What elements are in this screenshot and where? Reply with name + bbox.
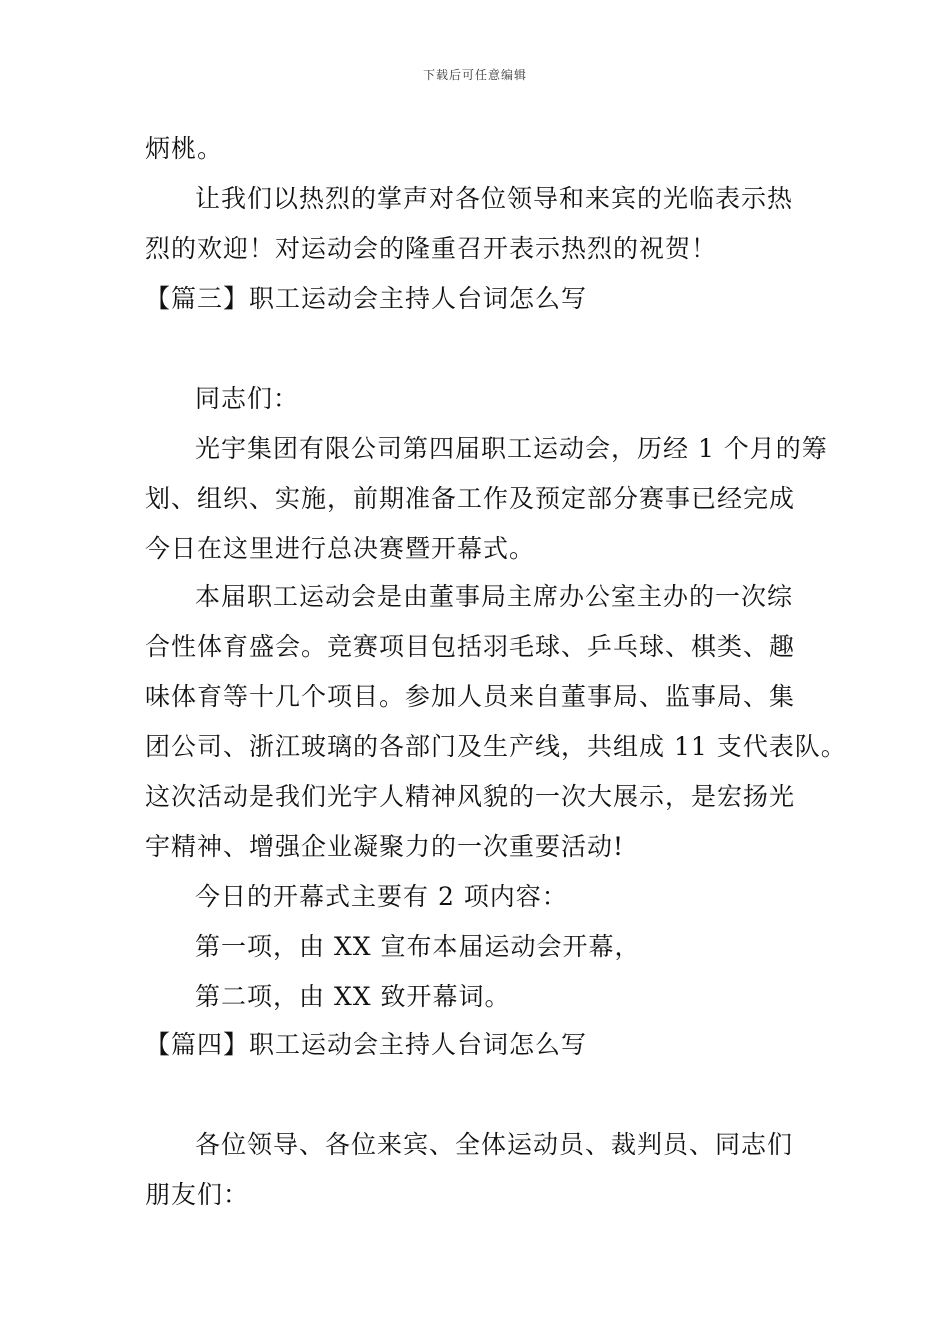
paragraph-line: 朋友们： [145,1180,250,1209]
paragraph-line: 炳桃。 [145,134,224,163]
paragraph-line: 划、组织、实施，前期准备工作及预定部分赛事已经完成 [145,484,796,513]
paragraph-line: 烈的欢迎！对运动会的隆重召开表示热烈的祝贺！ [145,234,718,263]
paragraph-line: 今日在这里进行总决赛暨开幕式。 [145,534,536,563]
paragraph-line: 团公司、浙江玻璃的各部门及生产线，共组成 11 支代表队。 [145,732,847,761]
paragraph-line: 本届职工运动会是由董事局主席办公室主办的一次综 [195,582,794,611]
paragraph-line: 各位领导、各位来宾、全体运动员、裁判员、同志们 [195,1130,794,1159]
paragraph-line: 光宇集团有限公司第四届职工运动会，历经 1 个月的筹 [195,434,828,463]
salutation: 同志们： [195,384,300,413]
paragraph-line: 这次活动是我们光宇人精神风貌的一次大展示，是宏扬光 [145,782,796,811]
paragraph-line: 宇精神、增强企业凝聚力的一次重要活动! [145,832,625,861]
paragraph-line: 让我们以热烈的掌声对各位领导和来宾的光临表示热 [195,184,794,213]
list-item: 第二项，由 XX 致开幕词。 [195,982,511,1011]
list-item: 第一项，由 XX 宣布本届运动会开幕， [195,932,641,961]
paragraph-line: 合性体育盛会。竞赛项目包括羽毛球、乒乓球、棋类、趣 [145,632,796,661]
paragraph-line: 味体育等十几个项目。参加人员来自董事局、监事局、集 [145,682,796,711]
section-heading: 【篇四】职工运动会主持人台词怎么写 [145,1030,588,1059]
page-header: 下载后可任意编辑 [422,68,527,82]
section-heading: 【篇三】职工运动会主持人台词怎么写 [145,284,588,313]
paragraph-line: 今日的开幕式主要有 2 项内容： [195,882,568,911]
